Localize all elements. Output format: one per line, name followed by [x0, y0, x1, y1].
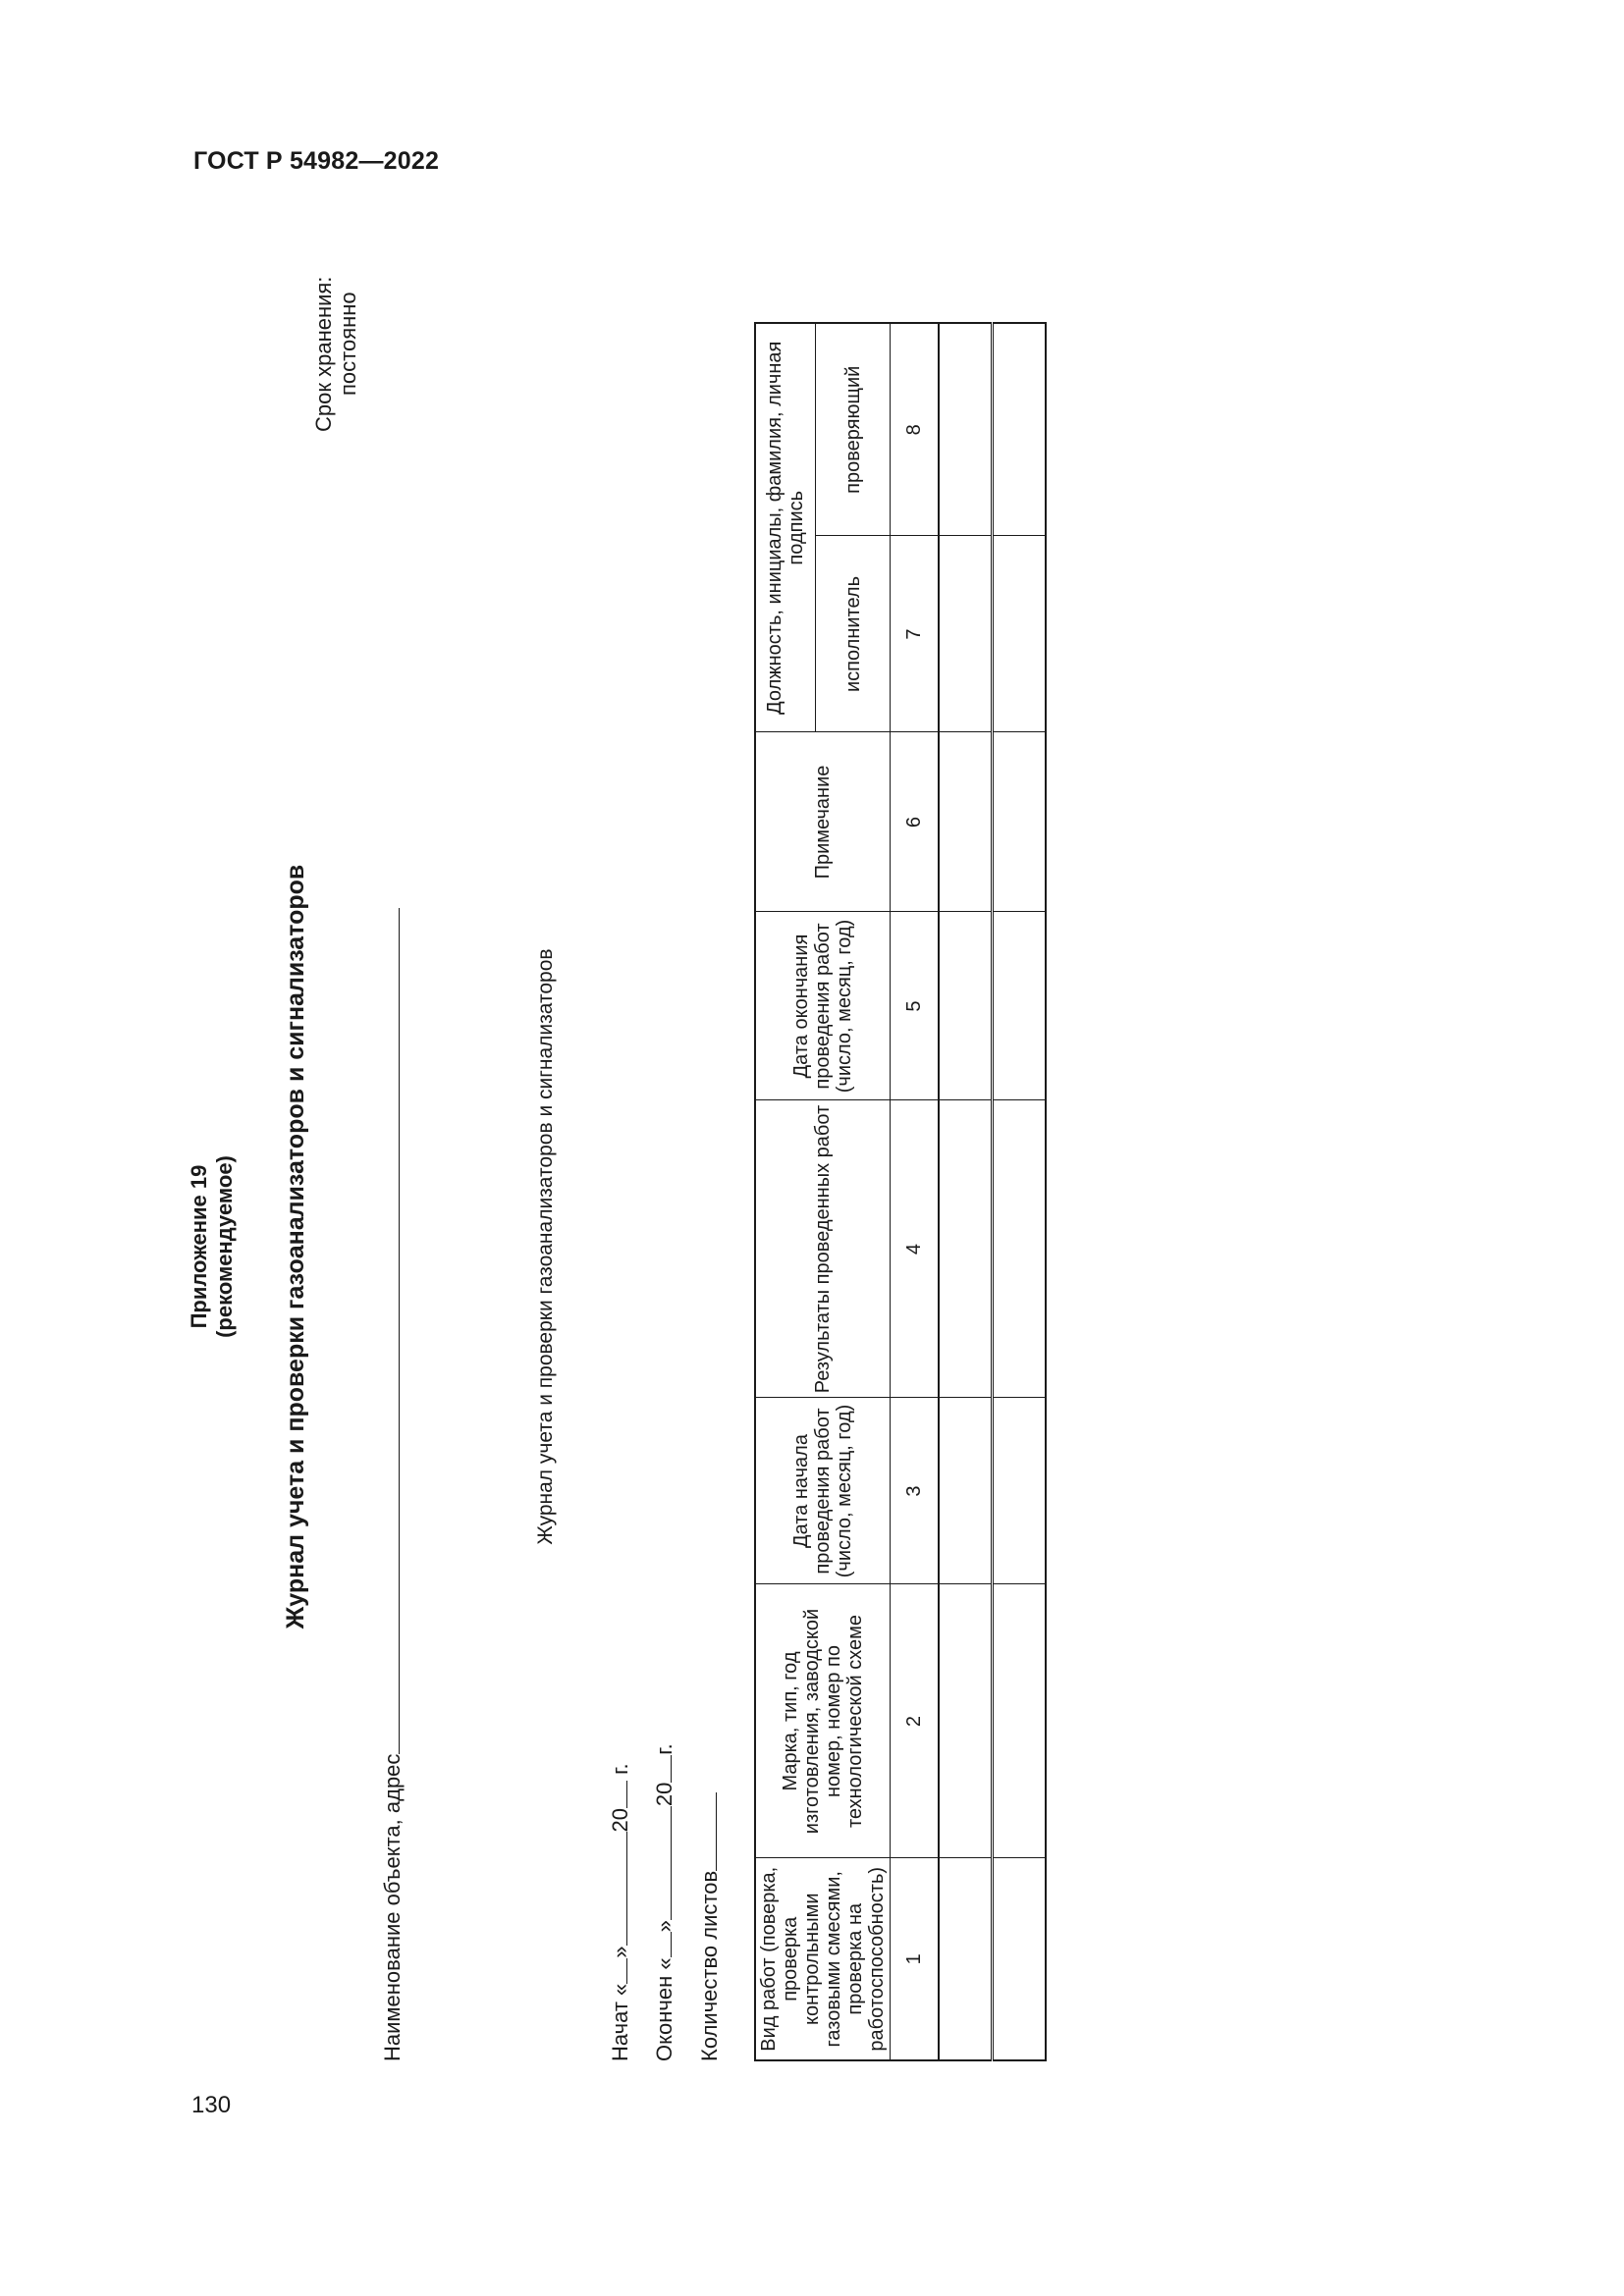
- col-header-results: Результаты проведенных работ: [755, 1100, 891, 1398]
- table-cell: [939, 1858, 993, 2060]
- started-field: [605, 1763, 633, 2061]
- table-cell: [993, 323, 1047, 536]
- storage-label: Срок хранения:: [311, 276, 336, 432]
- sheets-count-line: [694, 1792, 717, 1871]
- table-row: [993, 323, 1047, 2060]
- object-field: [377, 908, 406, 2061]
- column-number: 5: [891, 912, 940, 1100]
- started-prefix: Начат «: [608, 1983, 632, 2061]
- table-cell: [993, 912, 1047, 1100]
- col-header-signatures: Должность, инициалы, фамилия, личная подпись: [755, 323, 816, 732]
- rotated-form: [177, 236, 1355, 2258]
- appendix-note: (рекомендуемое): [212, 1155, 237, 1338]
- table-cell: [993, 536, 1047, 732]
- table-cell: [939, 1398, 993, 1584]
- table-cell: [939, 912, 993, 1100]
- table-header-row: [755, 323, 816, 2060]
- journal-table: [754, 322, 1047, 2061]
- table-cell: [939, 1584, 993, 1858]
- storage-value: постоянно: [336, 292, 360, 396]
- appendix-title: Приложение 19: [187, 1164, 211, 1329]
- column-number: 7: [891, 536, 940, 732]
- ended-day-line: [649, 1932, 672, 1957]
- column-number: 8: [891, 323, 940, 536]
- ended-month-line: [649, 1806, 672, 1920]
- table-cell: [939, 536, 993, 732]
- col-header-note: Примечание: [755, 732, 891, 912]
- sheets-field: [694, 1792, 723, 2061]
- table-cell: [939, 1100, 993, 1398]
- col-header-device: Марка, тип, год изготовления, заводской номер, номер по технологической схеме: [755, 1584, 891, 1858]
- ended-year-prefix: 20: [652, 1782, 677, 1807]
- document-standard: ГОСТ Р 54982—2022: [193, 147, 440, 175]
- table-cell: [993, 1584, 1047, 1858]
- ended-quote: »: [652, 1920, 677, 1933]
- column-number-row: [891, 323, 940, 2060]
- table-cell: [993, 732, 1047, 912]
- sheets-label: Количество листов: [697, 1870, 722, 2061]
- ended-year-line: [649, 1755, 672, 1783]
- ended-year-suffix: г.: [652, 1743, 677, 1755]
- table-cell: [939, 323, 993, 536]
- column-number: 1: [891, 1858, 940, 2060]
- table-cell: [993, 1858, 1047, 2060]
- started-day-line: [605, 1958, 627, 1984]
- col-header-end-date: Дата окончания проведения работ (число, месяц, год): [755, 912, 891, 1100]
- started-year-suffix: г.: [608, 1763, 632, 1775]
- started-year-prefix: 20: [608, 1807, 632, 1833]
- col-header-executor: исполнитель: [816, 536, 891, 732]
- object-label: Наименование объекта, адрес: [380, 1753, 405, 2061]
- table-cell: [993, 1398, 1047, 1584]
- form-title: Журнал учета и проверки газоанализаторов и сигнализаторов: [282, 864, 309, 1629]
- ended-prefix: Окончен «: [652, 1957, 677, 2061]
- column-number: 4: [891, 1100, 940, 1398]
- journal-subtitle: Журнал учета и проверки газоанализаторов и сигнализаторов: [534, 948, 557, 1545]
- col-header-start-date: Дата начала проведения работ (число, месяц, год): [755, 1398, 891, 1584]
- col-header-work-type: Вид работ (поверка, проверка контрольными газовыми смесями, проверка на работоспособность): [755, 1858, 891, 2060]
- started-quote: »: [608, 1946, 632, 1958]
- started-year-line: [605, 1781, 627, 1808]
- object-address-line: [377, 908, 400, 1754]
- column-number: 6: [891, 732, 940, 912]
- col-header-inspector: проверяющий: [816, 323, 891, 536]
- page-number: 130: [191, 2092, 232, 2118]
- table-cell: [993, 1100, 1047, 1398]
- table-cell: [939, 732, 993, 912]
- column-number: 3: [891, 1398, 940, 1584]
- column-number: 2: [891, 1584, 940, 1858]
- table-row: [939, 323, 993, 2060]
- started-month-line: [605, 1832, 627, 1946]
- ended-field: [649, 1743, 677, 2061]
